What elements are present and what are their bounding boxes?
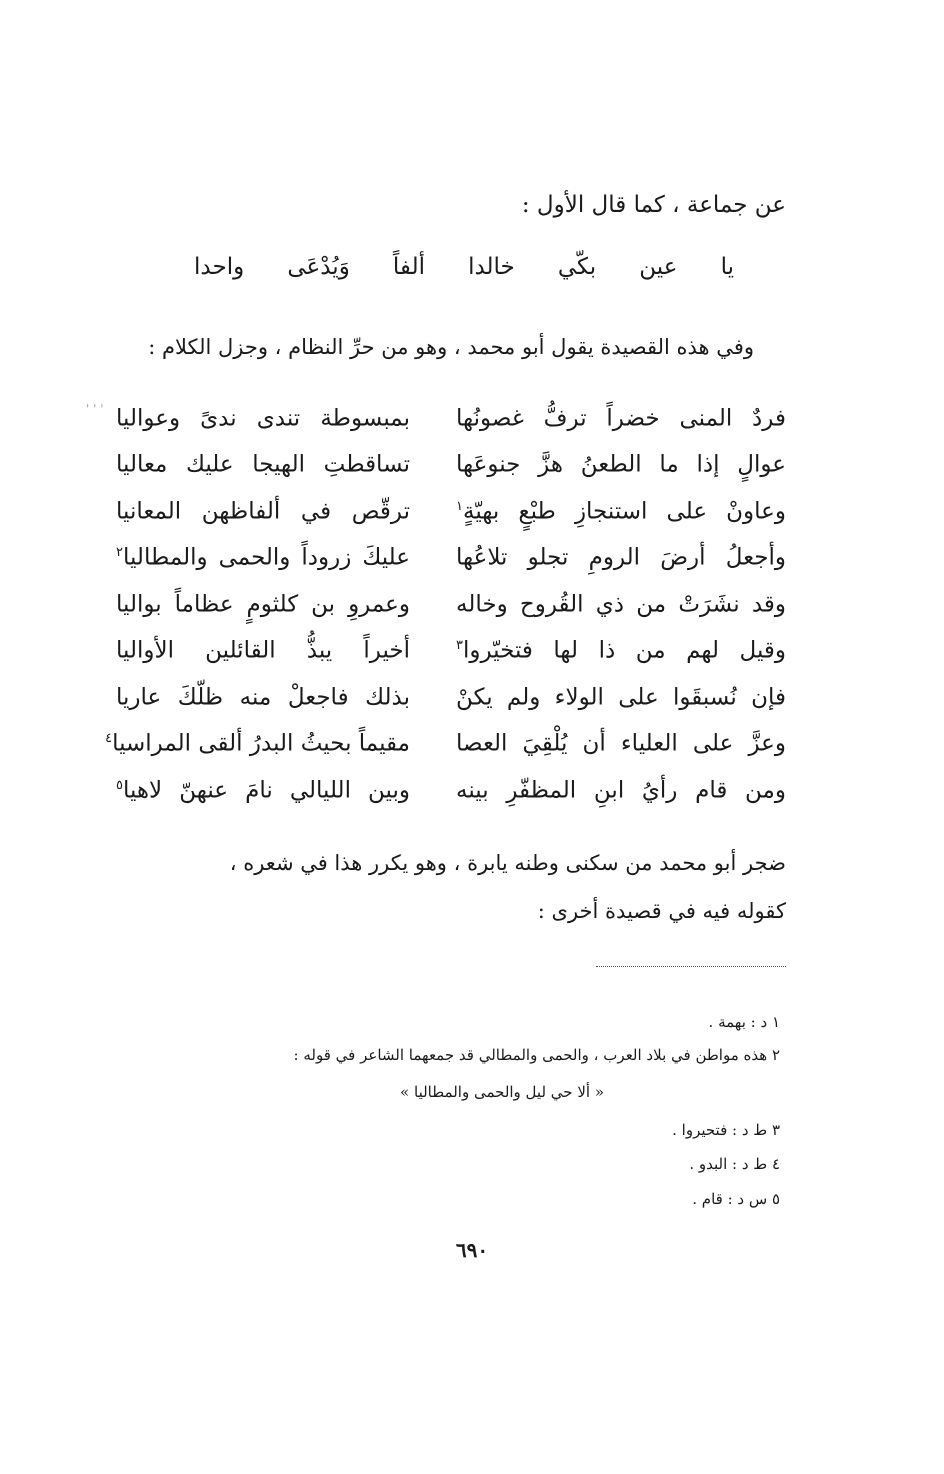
single-verse-word: عين (639, 254, 678, 280)
hemistich-second: تساقطتِ الهيجا عليك معاليا (116, 452, 410, 479)
hemistich-second: بمبسوطة تندى ندىً وعواليا (116, 405, 410, 432)
hemistich-first: فردٌ المنى خضراً ترفُّ غصونُها (456, 405, 786, 432)
single-verse-word: وَيُدْعَى (287, 254, 350, 280)
hemistich-first: وعاونْ على استنجازِ طبْعٍ بهيّةٍ$^١$ (456, 498, 786, 525)
hemistich-first: وعزَّ على العلياء أن يُلْقِيَ العصا (456, 731, 786, 758)
hemistich-first: وقيل لهم من ذا لها فتخيّروا$^٣$ (456, 638, 786, 665)
prose-paragraph-1: وفي هذه القصيدة يقول أبو محمد ، وهو من حرِّ النظام ، وجزل الكلام : (148, 335, 754, 359)
hemistich-second: بذلك فاجعلْ منه ظلّكَ عاريا (116, 684, 410, 711)
prose-paragraph-2: ضجر أبو محمد من سكنى وطنه يابرة ، وهو يكرر هذا في شعره ، (229, 851, 786, 875)
footnote-2-quote: « ألا حي ليل والحمى والمطاليا » (400, 1083, 604, 1101)
page-number: ٦٩٠ (455, 1238, 489, 1262)
hemistich-first: وأجعلُ أرضَ الرومِ تجلو تلاعُها (456, 545, 786, 572)
poem-verse (116, 533, 786, 580)
footnote-marker: ١ (456, 498, 463, 514)
poem-verse (116, 440, 786, 487)
hemistich-second: أخيراً يبذُّ القائلين الأواليا (116, 638, 410, 665)
single-verse-word: واحدا (194, 254, 245, 280)
hemistich-first: فإن نُسبقَوا على الولاء ولم يكنْ (456, 684, 786, 711)
poem-verse (116, 672, 786, 719)
footnote-marker: ٢ (116, 545, 123, 561)
single-verse-word: ألفاً (392, 254, 425, 280)
intro-line: عن جماعة ، كما قال الأول : (521, 192, 786, 218)
hemistich-second: وعمروِ بن كلثومٍ عظاماً بواليا (116, 591, 410, 618)
single-verse-word: يا (720, 254, 734, 280)
single-verse-word: خالدا (468, 254, 515, 280)
poem-verse (116, 486, 786, 533)
poem-verse (116, 579, 786, 626)
footnote-3: ٣ ط د : فتحيروا . (672, 1121, 780, 1139)
hemistich-second: وبين الليالي نامَ عنهنّ لاهيا$^٥$ (116, 777, 410, 804)
hemistich-second: ترقّص في ألفاظهن المعانيا (116, 498, 410, 525)
poem (105, 393, 786, 812)
hemistich-first: وقد نشَرَتْ من ذي القُروح وخاله (456, 591, 786, 618)
footnote-marker: ٣ (456, 638, 463, 654)
single-verse (194, 252, 734, 282)
footnote-marker: ٥ (116, 777, 123, 793)
poem-verse (116, 393, 786, 440)
prose-paragraph-3: كقوله فيه في قصيدة أخرى : (537, 899, 786, 923)
footnote-1: ١ د : بهمة . (708, 1013, 780, 1031)
hemistich-first: عوالٍ إذا ما الطعنُ هزَّ جنوعَها (456, 452, 786, 479)
margin-mark: ' ' ' (86, 402, 104, 416)
poem-verse (105, 719, 786, 766)
hemistich-second: عليكَ زروداً والحمى والمطاليا$^٢$ (116, 545, 410, 572)
footnote-4: ٤ ط د : البدو . (689, 1155, 780, 1173)
footnote-marker: ٤ (105, 731, 113, 747)
poem-verse (116, 765, 786, 812)
footnote-divider (596, 966, 786, 967)
footnote-2: ٢ هذه مواطن في بلاد العرب ، والحمى والمطالي قد جمعهما الشاعر في قوله : (293, 1046, 780, 1064)
footnote-5: ٥ س د : قام . (692, 1190, 780, 1208)
hemistich-second: مقيماً بحيثُ البدرُ ألقى المراسيا$^٤$ (105, 731, 410, 758)
hemistich-first: ومن قام رأيُ ابنِ المظفّرِ بينه (456, 777, 786, 804)
poem-verse (116, 626, 786, 673)
single-verse-word: بكّي (557, 254, 597, 280)
